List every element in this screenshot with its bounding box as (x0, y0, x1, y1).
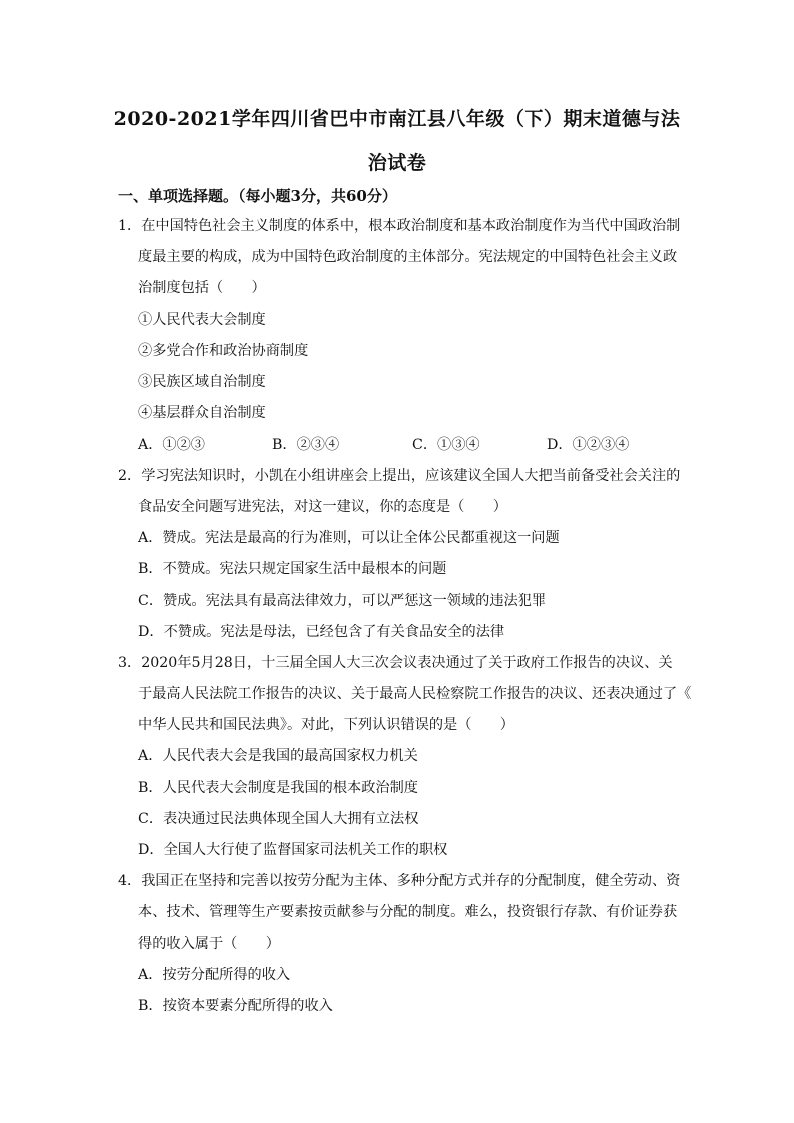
question-1-option-a[interactable]: A．①②③ (138, 437, 205, 453)
question-3-option-c[interactable]: C．表决通过民法典体现全国人大拥有立法权 (138, 811, 419, 827)
question-1-item: ④基层群众自治制度 (138, 405, 266, 421)
question-4-option-a[interactable]: A．按劳分配所得的收入 (138, 967, 291, 983)
question-1-item: ③民族区域自治制度 (138, 374, 266, 390)
question-2-option-a[interactable]: A．赞成。宪法是最高的行为准则，可以让全体公民都重视这一问题 (138, 530, 560, 546)
question-2-text: 食品安全问题写进宪法，对这一建议，你的态度是（ ） (138, 499, 507, 515)
question-1-text: 1．在中国特色社会主义制度的体系中，根本政治制度和基本政治制度作为当代中国政治制 (118, 218, 681, 234)
question-4-text: 4．我国正在坚持和完善以按劳分配为主体、多种分配方式并存的分配制度，健全劳动、资 (118, 873, 681, 889)
question-4-text: 本、技术、管理等生产要素按贡献参与分配的制度。难么，投资银行存款、有价证券获 (138, 904, 678, 920)
question-3-option-b[interactable]: B．人民代表大会制度是我国的根本政治制度 (138, 780, 418, 796)
question-1-option-c[interactable]: C．①③④ (412, 437, 480, 453)
question-4-option-b[interactable]: B．按资本要素分配所得的收入 (138, 998, 333, 1014)
question-3-text: 于最高人民法院工作报告的决议、关于最高人民检察院工作报告的决议、还表决通过了《 (138, 686, 692, 702)
question-3-text: 中华人民共和国民法典》。对此，下列认识错误的是（ ） (138, 717, 514, 733)
question-2-option-d[interactable]: D．不赞成。宪法是母法，已经包含了有关食品安全的法律 (138, 624, 505, 640)
question-1-option-b[interactable]: B．②③④ (272, 437, 340, 453)
question-1-text: 治制度包括（ ） (138, 280, 266, 296)
question-1-item: ①人民代表大会制度 (138, 312, 266, 328)
question-4-text: 得的收入属于（ ） (138, 936, 280, 952)
question-2-text: 2．学习宪法知识时，小凯在小组讲座会上提出，应该建议全国人大把当前备受社会关注的 (118, 468, 681, 484)
section-heading: 一、单项选择题。（每小题3分，共60分） (118, 187, 397, 205)
question-1-text: 度最主要的构成，成为中国特色政治制度的主体部分。宪法规定的中国特色社会主义政 (138, 249, 678, 265)
exam-title-line2: 治试卷 (367, 152, 427, 174)
question-3-option-d[interactable]: D．全国人大行使了监督国家司法机关工作的职权 (138, 842, 448, 858)
question-1-item: ②多党合作和政治协商制度 (138, 343, 309, 359)
question-1-option-d[interactable]: D．①②③④ (547, 437, 630, 453)
question-2-option-b[interactable]: B．不赞成。宪法只规定国家生活中最根本的问题 (138, 561, 447, 577)
question-3-text: 3．2020年5月28日，十三届全国人大三次会议表决通过了关于政府工作报告的决议、关 (118, 655, 673, 671)
exam-title-line1: 2020-2021学年四川省巴中市南江县八年级（下）期末道德与法 (113, 108, 681, 130)
question-2-option-c[interactable]: C．赞成。宪法具有最高法律效力，可以严惩这一领域的违法犯罪 (138, 593, 547, 609)
question-3-option-a[interactable]: A．人民代表大会是我国的最高国家权力机关 (138, 748, 418, 764)
